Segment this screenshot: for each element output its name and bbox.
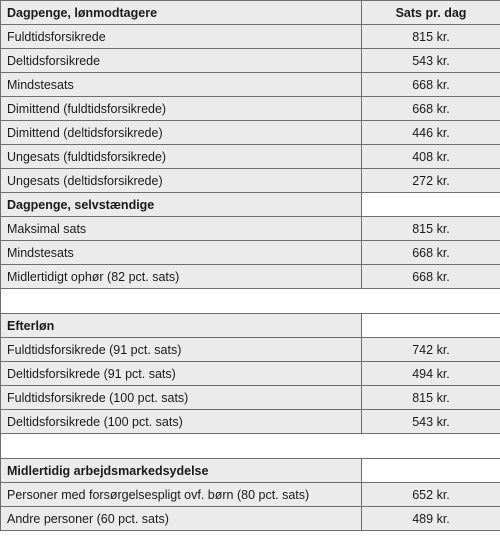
table-row xyxy=(1,73,500,97)
row-value: 668 kr. xyxy=(362,97,500,121)
row-value: 742 kr. xyxy=(362,338,500,362)
table-row xyxy=(1,362,500,386)
row-label: Personer med forsørgelsespligt ovf. børn (80 pct. sats) xyxy=(1,483,362,507)
table-row xyxy=(1,97,500,121)
spacer-cell xyxy=(1,434,500,459)
section-header-row xyxy=(1,193,500,217)
row-value: 272 kr. xyxy=(362,169,500,193)
table-row xyxy=(1,217,500,241)
table-row xyxy=(1,169,500,193)
row-label: Fuldtidsforsikrede xyxy=(1,25,362,49)
table-row xyxy=(1,410,500,434)
row-value: 494 kr. xyxy=(362,362,500,386)
spacer-row xyxy=(1,434,500,459)
row-value: 543 kr. xyxy=(362,49,500,73)
row-value: 668 kr. xyxy=(362,265,500,289)
table-row xyxy=(1,241,500,265)
row-label: Fuldtidsforsikrede (91 pct. sats) xyxy=(1,338,362,362)
section-header-row xyxy=(1,314,500,338)
row-value: 446 kr. xyxy=(362,121,500,145)
row-value: 408 kr. xyxy=(362,145,500,169)
rates-table-body xyxy=(1,1,500,531)
empty-header-cell xyxy=(362,459,500,483)
row-value: 668 kr. xyxy=(362,241,500,265)
row-value: 815 kr. xyxy=(362,25,500,49)
row-value: 543 kr. xyxy=(362,410,500,434)
row-label: Mindstesats xyxy=(1,73,362,97)
table-row xyxy=(1,507,500,531)
row-value: 489 kr. xyxy=(362,507,500,531)
table-row xyxy=(1,49,500,73)
spacer-cell xyxy=(1,289,500,314)
row-label: Dimittend (deltidsforsikrede) xyxy=(1,121,362,145)
table-row xyxy=(1,121,500,145)
section-title: Dagpenge, selvstændige xyxy=(1,193,362,217)
row-label: Ungesats (deltidsforsikrede) xyxy=(1,169,362,193)
row-label: Deltidsforsikrede (91 pct. sats) xyxy=(1,362,362,386)
row-label: Fuldtidsforsikrede (100 pct. sats) xyxy=(1,386,362,410)
section-title: Midlertidig arbejdsmarkedsydelse xyxy=(1,459,362,483)
row-value: 668 kr. xyxy=(362,73,500,97)
section-title: Dagpenge, lønmodtagere xyxy=(1,1,362,25)
row-label: Deltidsforsikrede xyxy=(1,49,362,73)
row-value: 652 kr. xyxy=(362,483,500,507)
table-row xyxy=(1,145,500,169)
table-row xyxy=(1,483,500,507)
row-label: Mindstesats xyxy=(1,241,362,265)
table-row xyxy=(1,386,500,410)
section-title: Efterløn xyxy=(1,314,362,338)
row-label: Maksimal sats xyxy=(1,217,362,241)
empty-header-cell xyxy=(362,314,500,338)
empty-header-cell xyxy=(362,193,500,217)
value-column-header: Sats pr. dag xyxy=(362,1,500,25)
section-header-row xyxy=(1,1,500,25)
spacer-row xyxy=(1,289,500,314)
row-label: Andre personer (60 pct. sats) xyxy=(1,507,362,531)
table-row xyxy=(1,338,500,362)
row-value: 815 kr. xyxy=(362,386,500,410)
section-header-row xyxy=(1,459,500,483)
row-label: Deltidsforsikrede (100 pct. sats) xyxy=(1,410,362,434)
row-value: 815 kr. xyxy=(362,217,500,241)
row-label: Dimittend (fuldtidsforsikrede) xyxy=(1,97,362,121)
row-label: Ungesats (fuldtidsforsikrede) xyxy=(1,145,362,169)
table-row xyxy=(1,25,500,49)
row-label: Midlertidigt ophør (82 pct. sats) xyxy=(1,265,362,289)
table-row xyxy=(1,265,500,289)
